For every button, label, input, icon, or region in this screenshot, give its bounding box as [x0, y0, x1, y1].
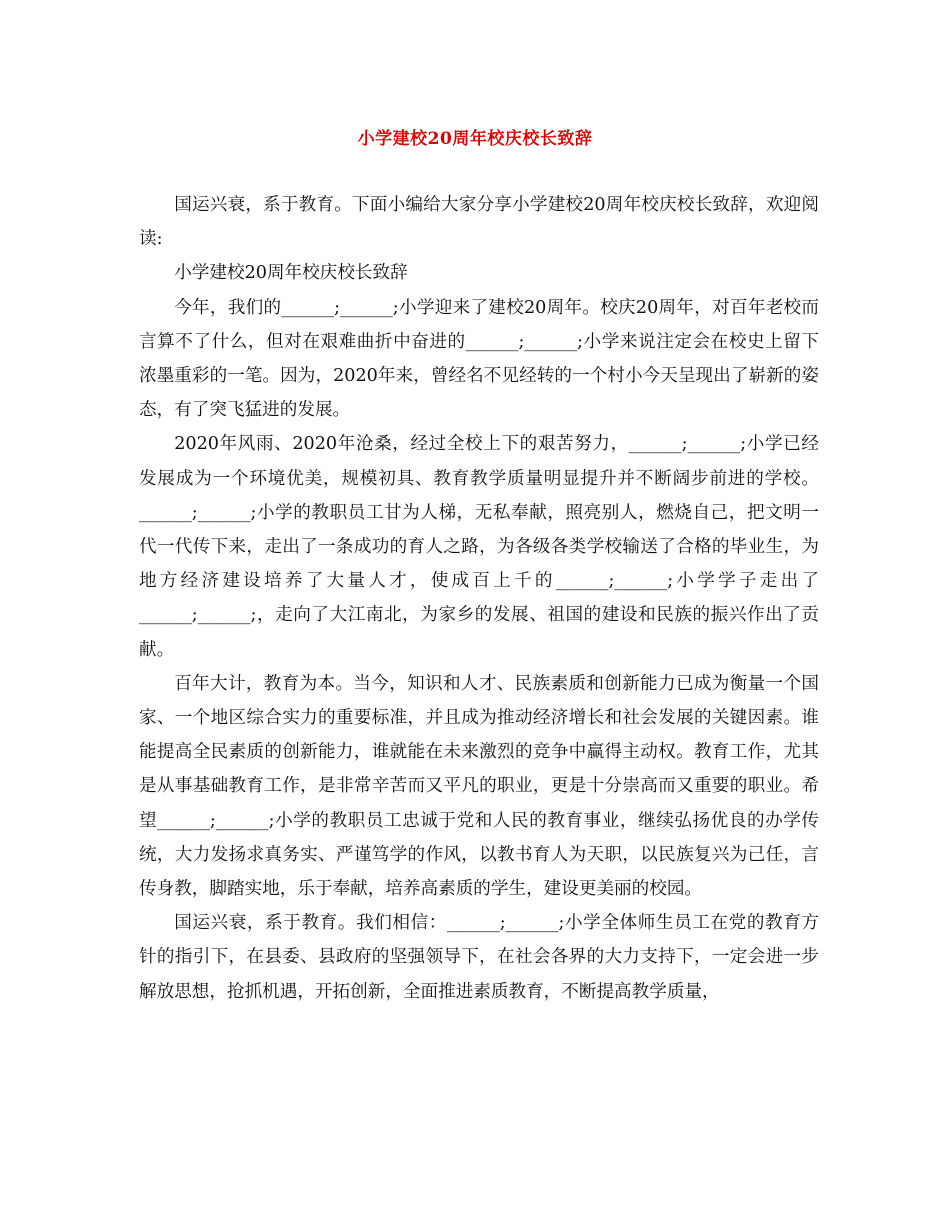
paragraph: 今年，我们的______;______;小学迎来了建校20周年。校庆20周年，对百年老校而言算不了什么，但对在艰难曲折中奋进的______;______;小学来说注定会在校史上留下浓墨重彩的一笔。因为，2020年来，曾经名不见经转的一个村小今天呈现出了崭新的姿态，有了突飞猛进的发展。: [139, 297, 819, 421]
page-title: 小学建校20周年校庆校长致辞: [357, 129, 593, 149]
paragraph-subtitle: 小学建校20周年校庆校长致辞: [174, 263, 408, 284]
paragraph: 2020年风雨、2020年沧桑，经过全校上下的艰苦努力，______;______;小学已经发展成为一个环境优美，规模初具、教育教学质量明显提升并不断阔步前进的学校。______;______;小学的教职员工甘为人梯，无私奉献，照亮别人，燃烧自己，把文明一代一代传下来，走出了一条成功的育人之路，为各级各类学校输送了合格的毕业生，为地方经济建设培养了大量人才，使成百上千的______;______;小学学子走出了______;______;，走向了大江南北，为家乡的发展、祖国的建设和民族的振兴作出了贡献。: [139, 434, 819, 660]
paragraph-intro: 国运兴衰，系于教育。下面小编给大家分享小学建校20周年校庆校长致辞，欢迎阅读:: [139, 195, 819, 250]
paragraph: 国运兴衰，系于教育。我们相信：______;______;小学全体师生员工在党的教育方针的指引下，在县委、县政府的坚强领导下，在社会各界的大力支持下，一定会进一步解放思想，抢抓机遇，开拓创新，全面推进素质教育，不断提高教学质量，: [139, 913, 819, 1002]
document-body: [139, 188, 819, 1009]
paragraph: 百年大计，教育为本。当今，知识和人才、民族素质和创新能力已成为衡量一个国家、一个地区综合实力的重要标准，并且成为推动经济增长和社会发展的关键因素。谁能提高全民素质的创新能力，谁就能在未来激烈的竞争中赢得主动权。教育工作，尤其是从事基础教育工作，是非常辛苦而又平凡的职业，更是十分崇高而又重要的职业。希望______;______;小学的教职员工忠诚于党和人民的教育事业，继续弘扬优良的办学传统，大力发扬求真务实、严谨笃学的作风，以教书育人为天职，以民族复兴为己任，言传身教，脚踏实地，乐于奉献，培养高素质的学生，建设更美丽的校园。: [139, 673, 819, 900]
